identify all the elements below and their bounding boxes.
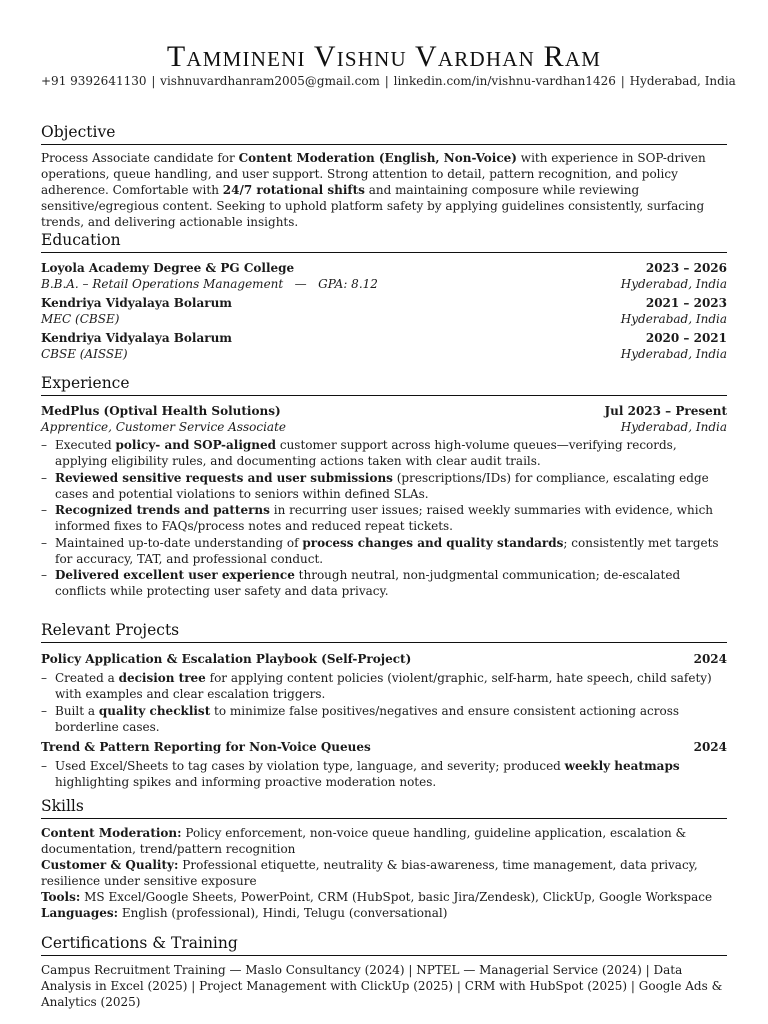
school-name: Kendriya Vidyalaya Bolarum xyxy=(41,296,233,310)
phone: +91 9392641130 xyxy=(41,74,147,88)
list-item: – Executed policy- and SOP-aligned customer support across high-volume queues—verifying records, applying eligibility rules, and documenting actions taken with clear audit trails. xyxy=(41,438,677,468)
education-entry xyxy=(41,260,727,292)
project-bullets xyxy=(41,758,727,790)
list-item: – Used Excel/Sheets to tag cases by violation type, language, and severity; produced weekly heatmaps highlighting spikes and informing proactive moderation notes. xyxy=(41,758,680,789)
degree-detail: CBSE (AISSE) xyxy=(41,347,128,361)
objective-section xyxy=(41,124,727,230)
education-location: Hyderabad, India xyxy=(620,312,727,326)
education-dates: 2020 – 2021 xyxy=(645,331,727,345)
project-entry xyxy=(41,651,727,667)
school-name: Loyola Academy Degree & PG College xyxy=(41,261,295,275)
list-item: – Reviewed sensitive requests and user submissions (prescriptions/IDs) for compliance, escalating edge cases and potential violations to seniors within defined SLAs. xyxy=(41,470,709,501)
list-item: – Delivered excellent user experience through neutral, non-judgmental communication; de-escalated conflicts while protecting user safety and data privacy. xyxy=(41,568,681,598)
contact-line: +91 9392641130 | vishnuvardhanram2005@gmail.com | linkedin.com/in/vishnu-vardhan1426 | Hyderabad, India xyxy=(41,74,736,88)
list-item: – Built a quality checklist to minimize false positives/negatives and ensure consistent actioning across borderline cases. xyxy=(41,703,680,734)
skill-line: Customer & Quality: Professional etiquette, neutrality & bias-awareness, time management, data privacy, resilience under sensitive exposure xyxy=(41,858,698,888)
skill-line: Tools: MS Excel/Google Sheets, PowerPoint, CRM (HubSpot, basic Jira/Zendesk), ClickUp, Google Workspace xyxy=(41,890,713,904)
experience-section xyxy=(41,375,727,600)
job-role: Apprentice, Customer Service Associate xyxy=(41,420,287,434)
experience-entry xyxy=(41,403,727,435)
experience-dates: Jul 2023 – Present xyxy=(604,404,727,418)
certifications-text: Campus Recruitment Training — Maslo Consultancy (2024) | NPTEL — Managerial Service (2024) | Data Analysis in Excel (2025) | Project Management with ClickUp (2025) | CRM with HubSpot (2025) | Google Ads & Analytics (2025) xyxy=(41,963,723,1009)
education-location: Hyderabad, India xyxy=(620,277,727,291)
section-title-certifications: Certifications & Training xyxy=(41,935,727,956)
degree-detail: B.B.A. – Retail Operations Management — GPA: 8.12 xyxy=(41,277,378,291)
education-location: Hyderabad, India xyxy=(620,347,727,361)
projects-section xyxy=(41,622,727,790)
list-item: – Created a decision tree for applying content policies (violent/graphic, self-harm, hate speech, child safety) with examples and clear escalation triggers. xyxy=(41,671,712,701)
section-title-objective: Objective xyxy=(41,124,727,145)
education-entry xyxy=(41,330,727,362)
experience-bullets xyxy=(41,437,727,599)
project-year: 2024 xyxy=(693,652,727,666)
degree-detail: MEC (CBSE) xyxy=(41,312,120,326)
section-title-experience: Experience xyxy=(41,375,727,396)
skills-section xyxy=(41,798,727,921)
section-title-education: Education xyxy=(41,232,727,253)
company-name: MedPlus (Optival Health Solutions) xyxy=(41,404,281,418)
linkedin-link[interactable]: linkedin.com/in/vishnu-vardhan1426 xyxy=(393,74,616,88)
project-bullets xyxy=(41,670,727,735)
list-item: – Recognized trends and patterns in recurring user issues; raised weekly summaries with evidence, which informed fixes to FAQs/process notes and reduced repeat tickets. xyxy=(41,503,714,533)
skill-line: Content Moderation: Policy enforcement, non-voice queue handling, guideline application, escalation & documentation, trend/pattern recognition xyxy=(41,826,687,856)
list-item: – Maintained up-to-date understanding of process changes and quality standards; consistently met targets for accuracy, TAT, and professional conduct. xyxy=(41,535,719,566)
skill-line: Languages: English (professional), Hindi, Telugu (conversational) xyxy=(41,906,448,920)
project-year: 2024 xyxy=(693,739,727,754)
project-entry xyxy=(41,739,727,755)
objective-text: Process Associate candidate for Content Moderation (English, Non-Voice) with experience in SOP-driven operations, queue handling, and user support. Strong attention to detail, pattern recognition, and policy adherence. Comfortable with 24/7 rotational shifts and maintaining composure while reviewing sensitive/egregious content. Seeking to uphold platform safety by applying guidelines consistently, surfacing trends, and delivering actionable insights. xyxy=(41,151,706,229)
experience-location: Hyderabad, India xyxy=(620,420,727,434)
certifications-section xyxy=(41,935,727,1010)
candidate-name: Tammineni Vishnu Vardhan Ram xyxy=(166,40,602,73)
project-name: Trend & Pattern Reporting for Non-Voice Queues xyxy=(41,739,371,754)
section-title-projects: Relevant Projects xyxy=(41,622,727,643)
education-entry xyxy=(41,295,727,327)
education-section xyxy=(41,232,727,362)
email-link[interactable]: vishnuvardhanram2005@gmail.com xyxy=(160,74,380,88)
section-title-skills: Skills xyxy=(41,798,727,819)
project-name: Policy Application & Escalation Playbook (Self-Project) xyxy=(41,652,412,666)
education-dates: 2021 – 2023 xyxy=(645,296,727,310)
location: Hyderabad, India xyxy=(629,74,736,88)
education-dates: 2023 – 2026 xyxy=(645,261,727,275)
skills-list xyxy=(41,825,727,921)
school-name: Kendriya Vidyalaya Bolarum xyxy=(41,331,233,345)
